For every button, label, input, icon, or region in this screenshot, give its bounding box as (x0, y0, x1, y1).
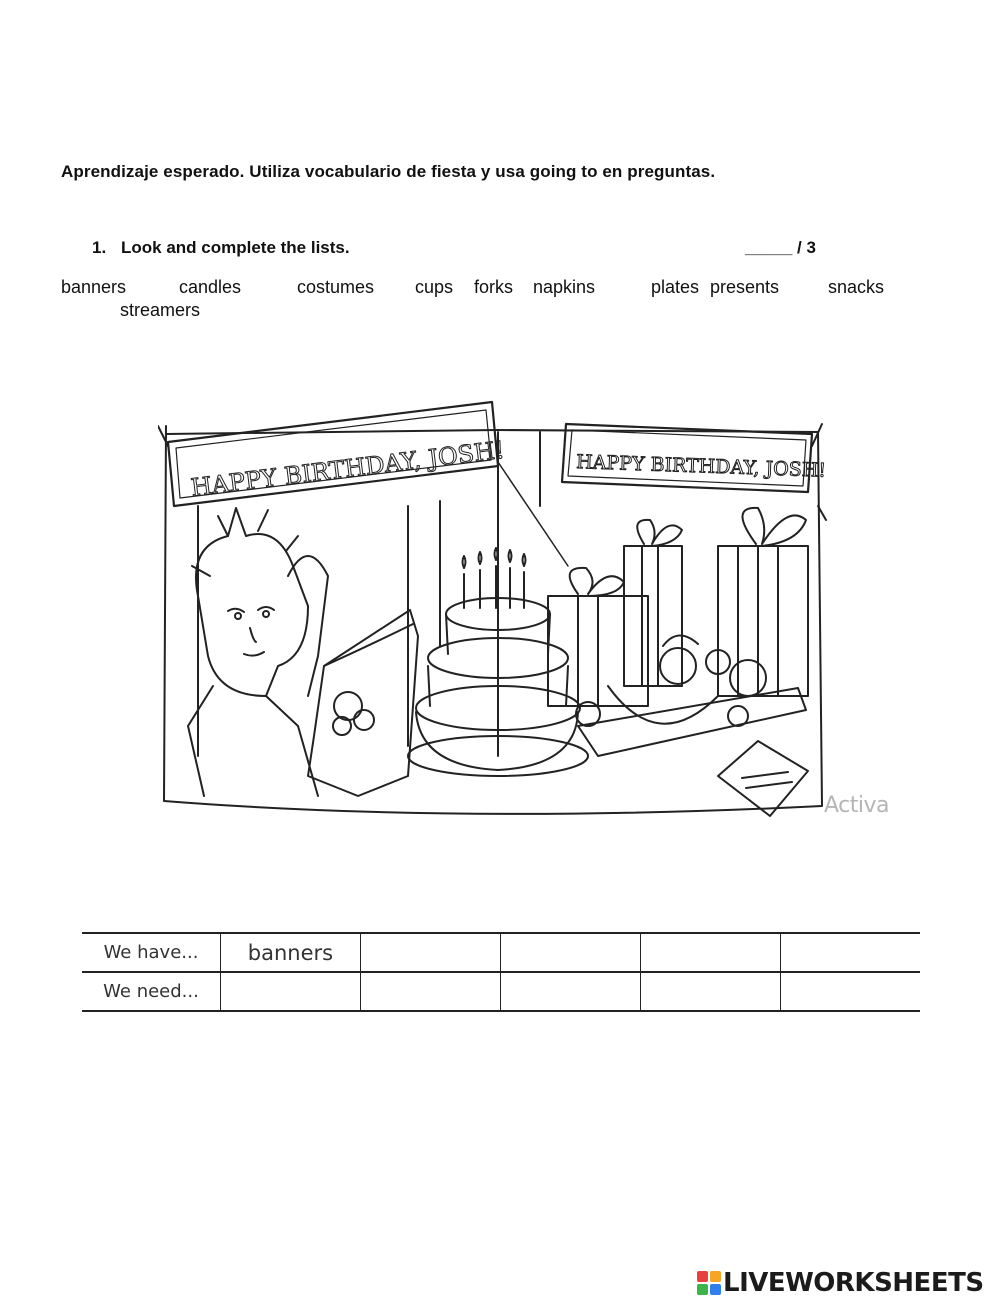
answer-cell[interactable] (221, 972, 361, 1011)
answer-cell[interactable] (780, 933, 920, 972)
party-lists-table (82, 932, 920, 1012)
banner-right-text: HAPPY BIRTHDAY, JOSH! (575, 451, 827, 482)
answer-cell[interactable] (500, 972, 640, 1011)
question-instruction: Look and complete the lists. (121, 238, 350, 257)
table-row-need (82, 972, 920, 1011)
score-field: _____ / 3 (745, 238, 816, 257)
answer-cell[interactable] (780, 972, 920, 1011)
answer-cell[interactable] (500, 933, 640, 972)
word-candles: candles (179, 277, 242, 297)
liveworksheets-logo[interactable] (697, 1268, 984, 1298)
answer-cell[interactable] (640, 933, 780, 972)
word-napkins: napkins (533, 277, 596, 297)
banner-right (562, 424, 826, 492)
logo-square (697, 1284, 708, 1295)
banner-left-text: HAPPY BIRTHDAY, JOSH! (189, 435, 507, 502)
learning-objective: Aprendizaje esperado. Utiliza vocabulario de fiesta y usa going to en preguntas. (61, 162, 716, 181)
presents (548, 508, 808, 706)
word-cups: cups (415, 277, 454, 297)
banner-left (168, 402, 506, 506)
row-label-have: We have... (82, 933, 221, 972)
word-presents: presents (710, 277, 780, 297)
answer-cell[interactable]: banners (221, 933, 361, 972)
word-banners: banners (61, 277, 127, 297)
answer-cell[interactable] (360, 933, 500, 972)
word-plates: plates (651, 277, 700, 297)
question-number: 1. (92, 238, 107, 257)
word-streamers: streamers (120, 300, 201, 320)
logo-square (710, 1271, 721, 1282)
boy-figure (188, 508, 328, 796)
illustration-credit: Activa (824, 793, 889, 818)
answer-cell[interactable] (640, 972, 780, 1011)
brand-name: LIVEWORKSHEETS (723, 1268, 984, 1298)
napkins-forks (718, 741, 808, 816)
word-costumes: costumes (297, 277, 375, 297)
logo-square (710, 1284, 721, 1295)
snack-bag (308, 610, 418, 796)
logo-square (697, 1271, 708, 1282)
row-label-need: We need... (82, 972, 221, 1011)
answer-cell[interactable] (360, 972, 500, 1011)
word-snacks: snacks (828, 277, 885, 297)
party-illustration (158, 396, 828, 826)
table-row-have (82, 933, 920, 972)
logo-mark-icon (697, 1271, 721, 1295)
word-forks: forks (474, 277, 514, 297)
